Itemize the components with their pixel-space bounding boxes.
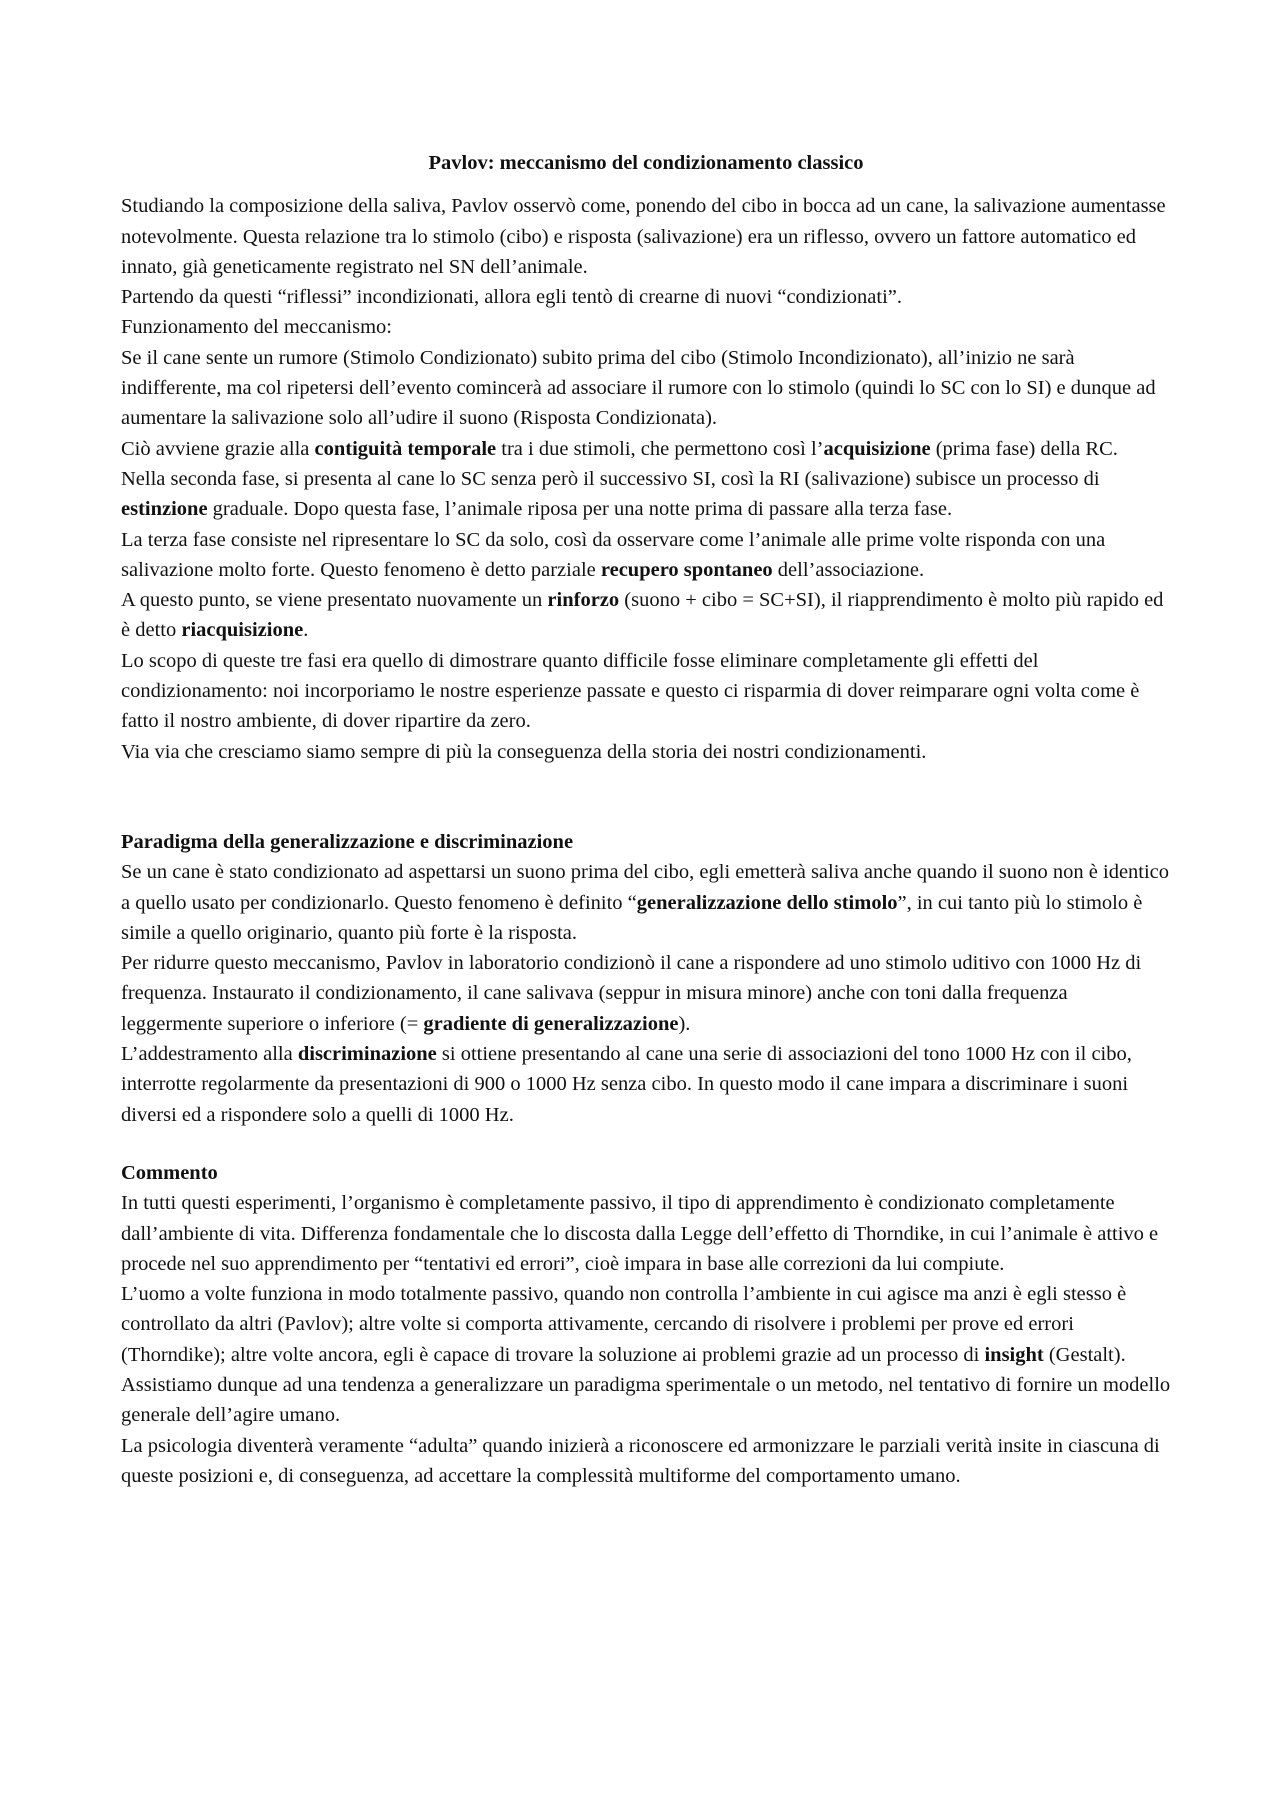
paragraph: [121, 585, 1171, 646]
text-run: (Gestalt).: [1043, 1343, 1126, 1366]
text-run: (prima fase) della RC.: [930, 437, 1118, 460]
document-content: [121, 148, 1171, 1491]
paragraph: [121, 525, 1171, 586]
text-run: graduale. Dopo questa fase, l’animale riposa per una notte prima di passare alla terza fase.: [207, 498, 953, 521]
text-run: L’uomo a volte funziona in modo totalmente passivo, quando non controlla l’ambiente in cui agisce ma anzi è egli stesso è controllato da altri (Pavlov); altre volte si comporta attivamente, cercando di risolvere i problemi per prove ed errori (Thorndike); altre volte ancora, egli è capace di trovare la soluzione ai problemi grazie ad un processo di: [121, 1283, 1127, 1366]
text-run: (suono + cibo = SC+SI), il riapprendimento è molto più rapido ed è detto: [121, 589, 1164, 642]
bold-term: acquisizione: [823, 437, 931, 460]
paragraph: Partendo da questi “riflessi” incondizionati, allora egli tentò di crearne di nuovi “condizionati”.: [121, 286, 903, 309]
text-run: La terza fase consiste nel ripresentare lo SC da solo, così da osservare come l’animale alle prime volte risponda con una salivazione molto forte. Questo fenomeno è detto parziale: [121, 528, 1106, 581]
paragraph: In tutti questi esperimenti, l’organismo è completamente passivo, il tipo di apprendimento è condizionato completamente dall’ambiente di vita. Differenza fondamentale che lo discosta dalla Legge dell’effetto di Thorndike, in cui l’animale è attivo e procede nel suo apprendimento per “tentativi ed errori”, cioè impara in base alle correzioni da lui compiute.: [121, 1192, 1159, 1275]
paragraph: Se il cane sente un rumore (Stimolo Condizionato) subito prima del cibo (Stimolo Incondizionato), all’inizio ne sarà indifferente, ma col ripetersi dell’evento comincerà ad associare il rumore con lo stimolo (quindi lo SC con lo SI) e dunque ad aumentare la salivazione solo all’udire il suono (Risposta Condizionata).: [121, 346, 1156, 430]
paragraph: [121, 1279, 1171, 1370]
paragraph: Lo scopo di queste tre fasi era quello di dimostrare quanto difficile fosse eliminare completamente gli effetti del condizionamento: noi incorporiamo le nostre esperienze passate e questo ci risparmia di dover reimparare ogni volta come è fatto il nostro ambiente, di dover ripartire da zero.: [121, 649, 1140, 733]
paragraph: [121, 1039, 1171, 1130]
text-run: Se un cane è stato condizionato ad aspettarsi un suono prima del cibo, egli emetterà saliva anche quando il suono non è identico a quello usato per condizionarlo. Questo fenomeno è definito “: [121, 861, 1170, 914]
paragraph: [121, 464, 1171, 525]
bold-term: recupero spontaneo: [600, 558, 773, 581]
text-run: tra i due stimoli, che permettono così l’: [496, 437, 824, 460]
text-run: ”, in cui tanto più lo stimolo è simile a quello originario, quanto più forte è la risposta.: [121, 891, 1143, 944]
text-run: Nella seconda fase, si presenta al cane lo SC senza però il successivo SI, così la RI (salivazione) subisce un processo di: [121, 467, 1100, 490]
bold-term: insight: [984, 1343, 1044, 1366]
paragraph: [121, 857, 1171, 948]
paragraph: [121, 948, 1171, 1039]
text-run: Ciò avviene grazie alla: [121, 437, 315, 460]
paragraph: Funzionamento del meccanismo:: [121, 316, 392, 339]
section-heading-generalization: Paradigma della generalizzazione e discriminazione: [121, 830, 574, 853]
bold-term: contiguità temporale: [314, 437, 497, 460]
paragraph: La psicologia diventerà veramente “adulta” quando inizierà a riconoscere ed armonizzare le parziali verità insite in ciascuna di queste posizioni e, di conseguenza, ad accettare la complessità multiforme del comportamento umano.: [121, 1434, 1160, 1487]
spacer: [121, 1130, 1171, 1158]
spacer: [121, 767, 1171, 827]
bold-term: discriminazione: [297, 1043, 437, 1066]
bold-term: rinforzo: [547, 589, 620, 612]
text-run: A questo punto, se viene presentato nuovamente un: [121, 589, 548, 612]
paragraph: Studiando la composizione della saliva, Pavlov osservò come, ponendo del cibo in bocca ad un cane, la salivazione aumentasse notevolmente. Questa relazione tra lo stimolo (cibo) e risposta (salivazione) era un riflesso, ovvero un fattore automatico ed innato, già geneticamente registrato nel SN dell’animale.: [121, 195, 1166, 278]
bold-term: riacquisizione: [181, 619, 304, 642]
document-title: Pavlov: meccanismo del condizionamento classico: [428, 152, 864, 174]
paragraph: [121, 434, 1171, 464]
text-run: ).: [678, 1012, 691, 1035]
paragraph: Via via che cresciamo siamo sempre di più la conseguenza della storia dei nostri condizionamenti.: [121, 740, 927, 763]
section-heading-comment: Commento: [121, 1161, 218, 1184]
paragraph: Assistiamo dunque ad una tendenza a generalizzare un paradigma sperimentale o un metodo, nel tentativo di fornire un modello generale dell’agire umano.: [121, 1373, 1171, 1427]
text-run: Per ridurre questo meccanismo, Pavlov in laboratorio condizionò il cane a rispondere ad uno stimolo uditivo con 1000 Hz di frequenza. Instaurato il condizionamento, il cane salivava (seppur in misura minore) anche con toni dalla frequenza leggermente superiore o inferiore (=: [121, 952, 1142, 1035]
bold-term: gradiente di generalizzazione: [423, 1012, 679, 1035]
bold-term: generalizzazione dello stimolo: [636, 891, 898, 914]
text-run: dell’associazione.: [772, 558, 925, 581]
bold-term: estinzione: [121, 498, 208, 521]
text-run: .: [303, 619, 309, 642]
text-run: L’addestramento alla: [121, 1043, 298, 1066]
text-run: si ottiene presentando al cane una serie di associazioni del tono 1000 Hz con il cibo, interrotte regolarmente da presentazioni di 900 o 1000 Hz senza cibo. In questo modo il cane impara a discriminare i suoni diversi ed a rispondere solo a quelli di 1000 Hz.: [121, 1043, 1132, 1126]
